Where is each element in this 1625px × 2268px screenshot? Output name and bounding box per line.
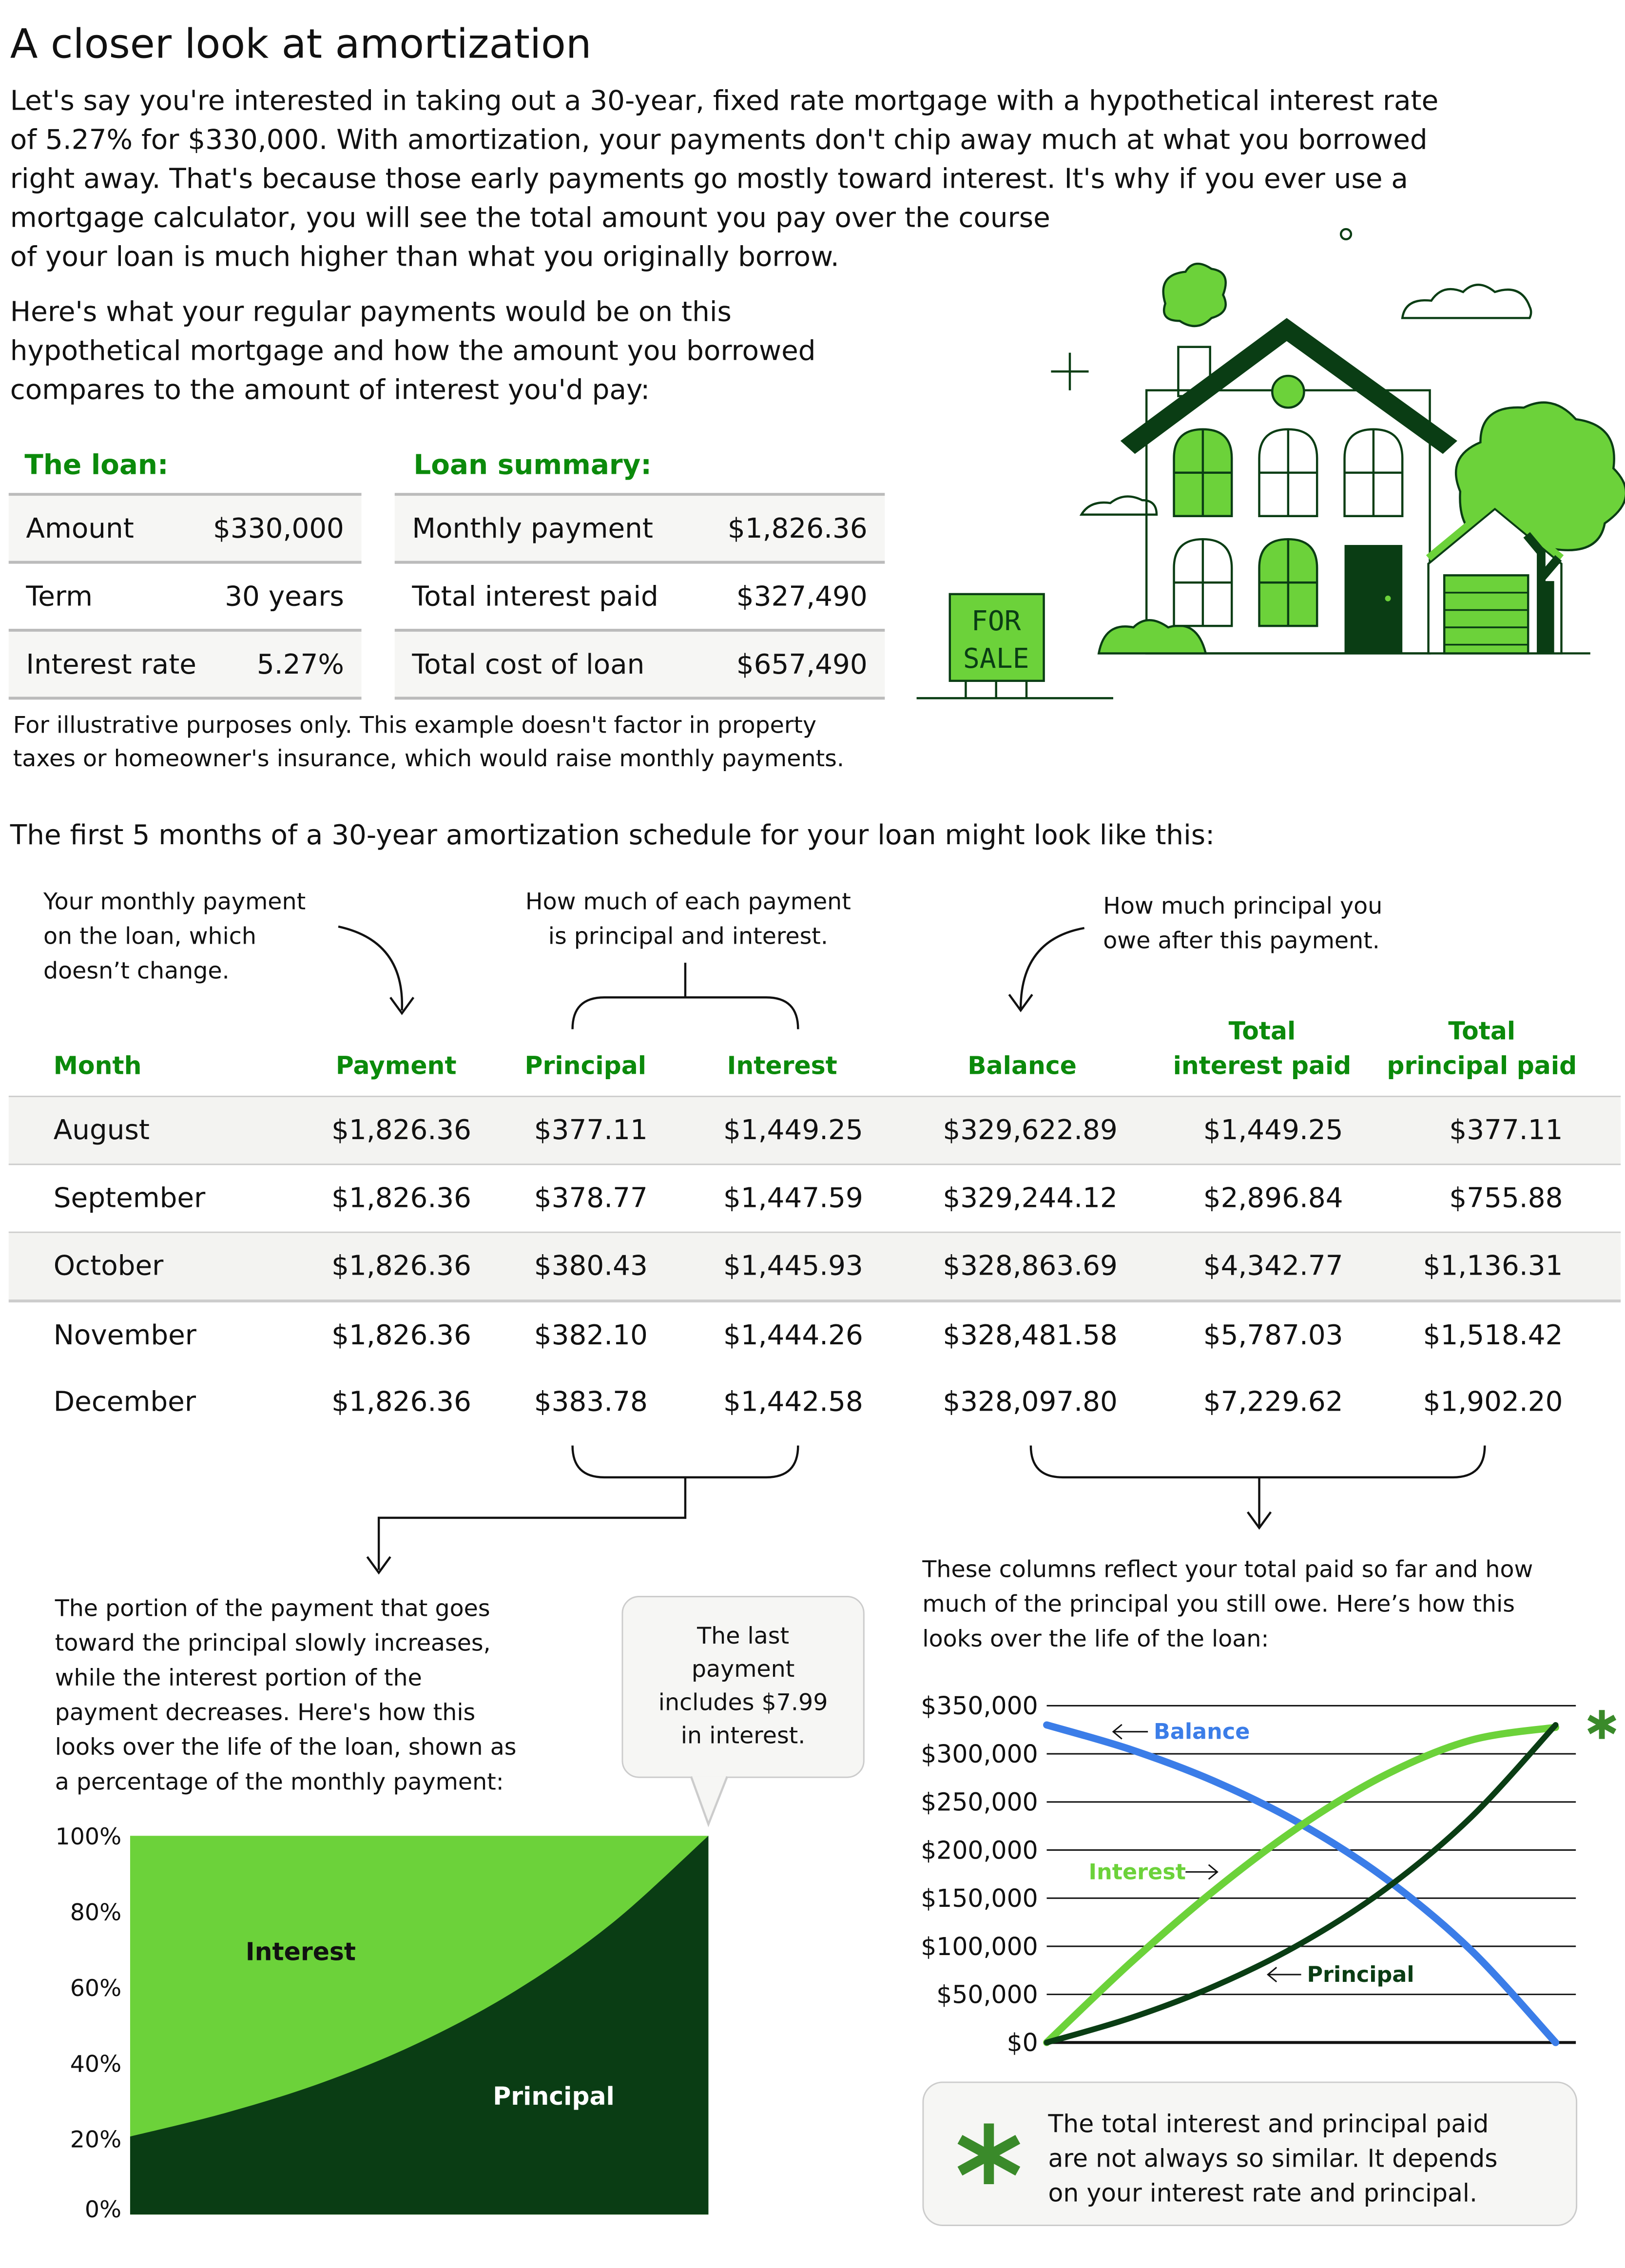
y-tick-label: $50,000 [936, 1980, 1038, 2009]
series-label: Interest [1088, 1860, 1186, 1885]
y-tick-label: 60% [70, 1975, 122, 2002]
table-cell: $755.88 [1449, 1182, 1563, 1215]
table-cell: $1,445.93 [723, 1250, 863, 1282]
y-tick-label: $200,000 [921, 1836, 1038, 1865]
table-cell: November [53, 1319, 196, 1352]
for-sale-sign: FOR [971, 605, 1021, 638]
text-line: Total [1448, 1017, 1516, 1047]
table-cell: $1,136.31 [1423, 1250, 1563, 1282]
table-cell: $1,447.59 [723, 1182, 863, 1215]
text-line: Let's say you're interested in taking out a 30-year, fixed rate mortgage with a hypothetical interest rate [10, 85, 1439, 117]
text-line: The total interest and principal paid [1048, 2110, 1489, 2140]
y-tick-label: $350,000 [921, 1691, 1038, 1721]
text-line: For illustrative purposes only. This example doesn't factor in property [13, 711, 817, 739]
table-cell: $380.43 [534, 1250, 648, 1282]
table-cell: $1,444.26 [723, 1319, 863, 1352]
table-cell: $1,826.36 [331, 1250, 471, 1282]
text-line: taxes or homeowner's insurance, which would raise monthly payments. [13, 744, 844, 772]
page-title: A closer look at amortization [10, 20, 592, 68]
row-label: Total cost of loan [412, 648, 645, 680]
text-line: while the interest portion of the [55, 1664, 422, 1691]
text-line: looks over the life of the loan: [922, 1625, 1269, 1652]
text-line: Total [1228, 1017, 1296, 1047]
text-line: of your loan is much higher than what you originally borrow. [10, 241, 839, 273]
row-value: $657,490 [736, 648, 868, 680]
text-line: is principal and interest. [548, 922, 828, 950]
text-line: are not always so similar. It depends [1048, 2145, 1498, 2174]
text-line: toward the principal slowly increases, [55, 1629, 491, 1657]
header-balance: Balance [967, 1052, 1077, 1082]
series-label-principal: Principal [493, 2081, 615, 2111]
row-value: 30 years [225, 580, 344, 612]
text-line: Here's what your regular payments would be on this [10, 296, 732, 329]
table-cell: $329,622.89 [943, 1114, 1118, 1146]
text-line: principal paid [1387, 1052, 1577, 1082]
table-cell: September [53, 1182, 206, 1215]
table-cell: December [53, 1386, 196, 1418]
text-line: a percentage of the monthly payment: [55, 1767, 504, 1796]
loan-heading: The loan: [24, 449, 169, 482]
y-tick-label: 20% [70, 2126, 122, 2153]
header-month: Month [53, 1052, 142, 1082]
table-cell: $2,896.84 [1203, 1182, 1343, 1215]
table-cell: October [53, 1250, 164, 1282]
text-line: payment decreases. Here's how this [55, 1698, 476, 1726]
summary-heading: Loan summary: [413, 449, 652, 482]
table-cell: $382.10 [534, 1319, 648, 1352]
y-tick-label: 80% [70, 1899, 122, 1926]
row-value: $330,000 [213, 512, 344, 544]
text-line: looks over the life of the loan, shown as [55, 1733, 517, 1761]
table-cell: $328,863.69 [943, 1250, 1118, 1282]
table-cell: $328,097.80 [943, 1386, 1118, 1418]
text-line: right away. That's because those early payments go mostly toward interest. It's why if you ever use a [10, 163, 1408, 195]
text-line: How much principal you [1103, 892, 1383, 920]
table-cell: $7,229.62 [1203, 1386, 1343, 1418]
table-cell: $1,826.36 [331, 1182, 471, 1215]
y-tick-label: $250,000 [921, 1787, 1038, 1817]
y-tick-label: 100% [55, 1823, 122, 1851]
header-interest: Interest [727, 1052, 837, 1082]
row-label: Monthly payment [412, 512, 654, 544]
table-cell: $1,826.36 [331, 1114, 471, 1146]
text-line: These columns reflect your total paid so far and how [922, 1555, 1533, 1583]
y-tick-label: $100,000 [921, 1932, 1038, 1961]
table-cell: $377.11 [1449, 1114, 1563, 1146]
table-cell: $383.78 [534, 1386, 648, 1418]
text-line: owe after this payment. [1103, 926, 1380, 954]
schedule-intro: The first 5 months of a 30-year amortization schedule for your loan might look like this: [10, 819, 1215, 852]
row-value: $1,826.36 [727, 512, 868, 544]
table-cell: August [53, 1114, 150, 1146]
text-line: of 5.27% for $330,000. With amortization, your payments don't chip away much at what you borrowed [10, 124, 1428, 156]
row-value: 5.27% [256, 648, 344, 680]
header-principal: Principal [524, 1052, 647, 1082]
table-cell: $1,442.58 [723, 1386, 863, 1418]
table-cell: $1,449.25 [1203, 1114, 1343, 1146]
row-label: Interest rate [26, 648, 196, 680]
row-label: Amount [26, 512, 134, 544]
series-label: Balance [1154, 1719, 1250, 1745]
text-line: interest paid [1173, 1052, 1352, 1082]
text-line: compares to the amount of interest you'd pay: [10, 374, 650, 407]
text-line: Your monthly payment [43, 887, 306, 915]
table-cell: $1,826.36 [331, 1386, 471, 1418]
y-tick-label: $150,000 [921, 1884, 1038, 1913]
header-payment: Payment [335, 1052, 457, 1082]
y-tick-label: $0 [1006, 2028, 1038, 2057]
y-tick-label: $300,000 [921, 1739, 1038, 1768]
y-tick-label: 0% [84, 2196, 122, 2224]
table-cell: $5,787.03 [1203, 1319, 1343, 1352]
row-label: Total interest paid [412, 580, 658, 612]
text-line: mortgage calculator, you will see the total amount you pay over the course [10, 202, 1050, 234]
series-label-interest: Interest [245, 1937, 356, 1966]
text-line: includes $7.99 [658, 1688, 828, 1716]
table-cell: $329,244.12 [943, 1182, 1118, 1215]
text-line: payment [691, 1655, 795, 1683]
for-sale-sign-2: SALE [963, 643, 1029, 675]
y-tick-label: 40% [70, 2051, 122, 2078]
text-line: hypothetical mortgage and how the amount you borrowed [10, 335, 816, 368]
table-cell: $378.77 [534, 1182, 648, 1215]
text-line: in interest. [680, 1722, 806, 1749]
text-line: on the loan, which [43, 922, 256, 950]
note-text [1048, 2108, 1497, 2212]
table-cell: $328,481.58 [943, 1319, 1118, 1352]
text-line: doesn’t change. [43, 957, 230, 985]
table-cell: $377.11 [534, 1114, 648, 1146]
table-cell: $4,342.77 [1203, 1250, 1343, 1282]
table-cell: $1,518.42 [1423, 1319, 1563, 1352]
text-line: How much of each payment [525, 887, 851, 915]
text-line: The portion of the payment that goes [55, 1594, 490, 1622]
row-label: Term [26, 580, 93, 612]
series-label: Principal [1307, 1962, 1414, 1987]
text-line: The last [697, 1622, 790, 1649]
table-cell: $1,902.20 [1423, 1386, 1563, 1418]
table-cell: $1,449.25 [723, 1114, 863, 1146]
row-value: $327,490 [736, 580, 868, 612]
text-line: much of the principal you still owe. Here’s how this [922, 1590, 1515, 1618]
table-cell: $1,826.36 [331, 1319, 471, 1352]
text-line: on your interest rate and principal. [1048, 2180, 1477, 2209]
